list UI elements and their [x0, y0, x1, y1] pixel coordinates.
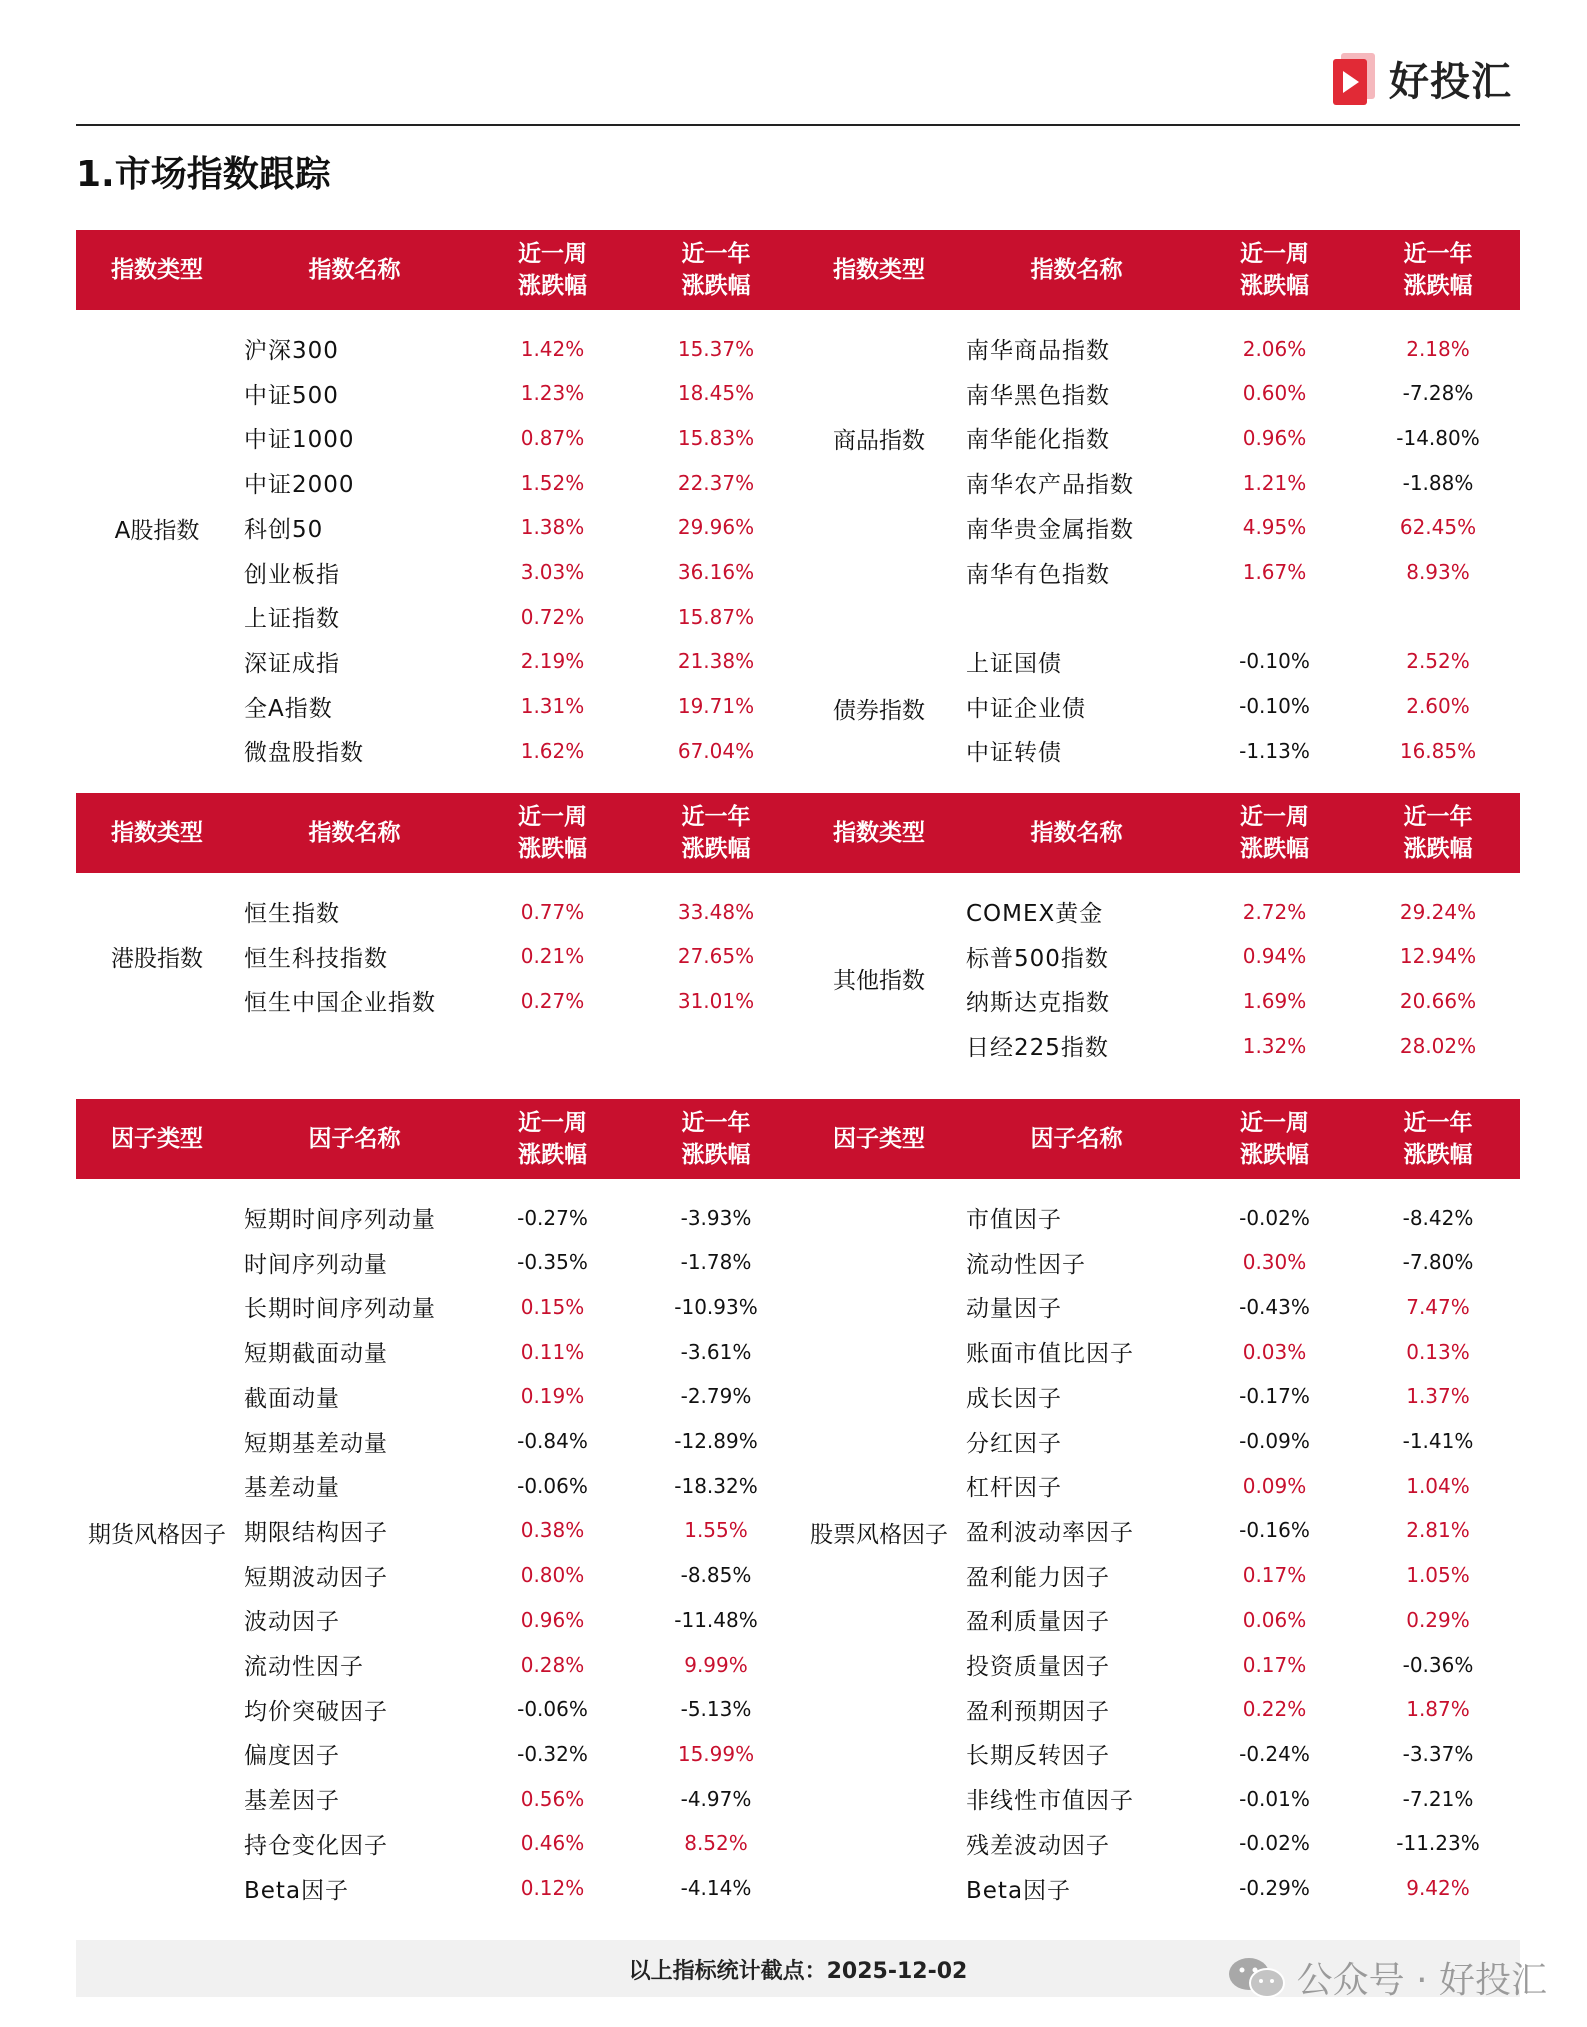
table-row — [798, 1419, 1520, 1464]
row-name: 日经225指数 — [966, 1035, 1109, 1062]
table-row — [798, 1821, 1520, 1866]
row-week-change: 0.17% — [1242, 1563, 1307, 1588]
row-name: 恒生中国企业指数 — [244, 990, 436, 1017]
table-row — [76, 1419, 798, 1464]
row-year-change: 2.60% — [1406, 694, 1470, 719]
table-row — [76, 639, 798, 684]
header-week-right: 近一周 涨跌幅 — [1240, 241, 1309, 299]
table-row — [76, 1284, 798, 1329]
row-year-change: -7.21% — [1402, 1786, 1474, 1811]
row-week-change: 1.32% — [1242, 1033, 1307, 1058]
table-row — [76, 1731, 798, 1776]
row-year-change: -8.42% — [1402, 1205, 1474, 1230]
table-row — [798, 550, 1520, 595]
table-row — [798, 1023, 1520, 1068]
table-row — [76, 728, 798, 773]
row-year-change: 27.65% — [677, 944, 755, 969]
row-year-change: -18.32% — [674, 1473, 758, 1498]
row-week-change: -0.27% — [517, 1205, 588, 1230]
table-row — [76, 1463, 798, 1508]
table-row — [798, 1776, 1520, 1821]
row-year-change: 15.83% — [677, 425, 755, 450]
row-year-change: -1.78% — [680, 1250, 752, 1275]
row-year-change: 9.42% — [1406, 1876, 1470, 1900]
row-week-change: 0.22% — [1242, 1697, 1307, 1722]
row-week-change: 1.52% — [520, 470, 585, 495]
row-week-change: -1.13% — [1239, 738, 1310, 763]
row-name: 分红因子 — [966, 1430, 1062, 1457]
group-label: A股指数 — [114, 518, 200, 544]
row-week-change: 1.69% — [1242, 988, 1307, 1013]
header-year: 近一年 涨跌幅 — [681, 804, 751, 862]
row-week-change: -0.29% — [1239, 1876, 1310, 1900]
row-week-change: 0.09% — [1242, 1473, 1307, 1498]
header-week: 近一周 涨跌幅 — [518, 241, 587, 299]
header-divider — [76, 124, 1520, 126]
row-year-change: 36.16% — [677, 560, 755, 584]
row-name: 中证1000 — [244, 427, 355, 454]
row-name: 期限结构因子 — [244, 1519, 388, 1546]
row-name: 动量因子 — [966, 1296, 1062, 1323]
row-year-change: -12.89% — [674, 1429, 758, 1453]
row-week-change: -0.01% — [1239, 1786, 1310, 1811]
header-type-right: 因子类型 — [833, 1126, 925, 1152]
row-week-change: 0.06% — [1242, 1607, 1307, 1632]
table-row — [798, 934, 1520, 979]
table-row — [76, 415, 798, 460]
table-row — [798, 1597, 1520, 1642]
row-name: 科创50 — [244, 516, 324, 543]
row-name: 中证企业债 — [966, 695, 1086, 722]
row-week-change: 0.17% — [1242, 1652, 1307, 1677]
row-year-change: 12.94% — [1399, 944, 1477, 969]
row-week-change: 0.46% — [520, 1831, 585, 1856]
row-name: 南华黑色指数 — [966, 382, 1110, 409]
row-name: 微盘股指数 — [244, 740, 364, 767]
table-row — [76, 889, 798, 934]
header-week-right: 近一周 涨跌幅 — [1240, 804, 1309, 862]
row-week-change: -0.02% — [1239, 1205, 1310, 1230]
header-year-right: 近一年 涨跌幅 — [1403, 1110, 1473, 1168]
row-name: 盈利能力因子 — [966, 1564, 1110, 1591]
row-name: 标普500指数 — [966, 945, 1109, 972]
table-row — [76, 1866, 798, 1911]
row-name: 流动性因子 — [244, 1654, 364, 1680]
row-week-change: -0.24% — [1239, 1741, 1310, 1766]
table-header — [76, 793, 1520, 873]
row-week-change: -0.32% — [517, 1741, 588, 1766]
row-week-change: 0.60% — [1242, 381, 1307, 406]
row-week-change: 1.21% — [1242, 470, 1307, 495]
table-row — [76, 978, 798, 1023]
table-row — [798, 1284, 1520, 1329]
row-year-change: -3.93% — [680, 1205, 752, 1230]
row-year-change: -10.93% — [674, 1294, 758, 1319]
row-year-change: 15.37% — [677, 336, 755, 361]
row-year-change: 33.48% — [677, 899, 755, 924]
header-name: 指数名称 — [308, 257, 401, 283]
row-week-change: 0.96% — [520, 1607, 585, 1632]
header-type-right: 指数类型 — [833, 257, 925, 283]
factor-table — [76, 1099, 1520, 1909]
row-name: 创业板指 — [244, 561, 340, 588]
table-row — [76, 326, 798, 371]
page-title: 1.市场指数跟踪 — [76, 154, 331, 195]
footer-note: 以上指标统计截点：2025-12-02 — [628, 1959, 968, 1984]
header-type: 因子类型 — [111, 1126, 203, 1152]
row-week-change: 2.72% — [1242, 899, 1307, 924]
row-year-change: 2.52% — [1406, 649, 1470, 674]
row-name: 南华贵金属指数 — [966, 516, 1134, 543]
row-week-change: -0.43% — [1239, 1294, 1310, 1319]
row-week-change: 1.38% — [520, 515, 585, 540]
row-name: 偏度因子 — [244, 1743, 340, 1770]
row-year-change: 8.52% — [684, 1831, 748, 1856]
table-row — [798, 684, 1520, 729]
row-name: 波动因子 — [244, 1609, 340, 1636]
row-year-change: 7.47% — [1406, 1294, 1470, 1319]
row-name: 上证国债 — [966, 650, 1062, 677]
header-name: 因子名称 — [308, 1126, 401, 1152]
row-week-change: 1.31% — [520, 694, 585, 719]
row-name: 账面市值比因子 — [966, 1341, 1134, 1368]
table-row — [76, 594, 798, 639]
row-year-change: -3.37% — [1402, 1741, 1474, 1766]
header-week: 近一周 涨跌幅 — [518, 1110, 587, 1168]
header-name-right: 因子名称 — [1030, 1126, 1123, 1152]
table-row — [76, 1687, 798, 1732]
index-table-2 — [76, 793, 1520, 1073]
row-week-change: 2.19% — [520, 649, 585, 674]
row-name: 长期时间序列动量 — [244, 1296, 436, 1323]
table-row — [798, 1463, 1520, 1508]
row-year-change: 31.01% — [677, 988, 755, 1013]
row-name: 截面动量 — [244, 1385, 340, 1412]
row-week-change: -0.84% — [517, 1429, 588, 1453]
row-name: COMEX黄金 — [966, 901, 1104, 927]
row-name: Beta因子 — [244, 1877, 350, 1904]
group-label: 商品指数 — [833, 428, 925, 454]
row-year-change: -4.97% — [680, 1786, 752, 1811]
row-name: 南华有色指数 — [966, 561, 1110, 588]
table-row — [798, 1866, 1520, 1911]
row-week-change: 0.94% — [1242, 944, 1307, 969]
row-week-change: -0.02% — [1239, 1831, 1310, 1856]
row-name: 盈利波动率因子 — [966, 1519, 1134, 1546]
row-name: 残差波动因子 — [966, 1832, 1110, 1859]
brand-name: 好投汇 — [1389, 58, 1512, 105]
row-name: 流动性因子 — [966, 1251, 1086, 1278]
table-row — [798, 1731, 1520, 1776]
table-row — [798, 1553, 1520, 1598]
row-year-change: 1.37% — [1406, 1384, 1470, 1409]
header-week-right: 近一周 涨跌幅 — [1240, 1110, 1309, 1168]
table-header — [76, 230, 1520, 310]
row-week-change: 0.56% — [520, 1786, 585, 1811]
row-week-change: 0.15% — [520, 1294, 585, 1319]
row-year-change: 1.87% — [1406, 1697, 1470, 1722]
row-name: 恒生指数 — [244, 901, 340, 927]
table-row — [76, 460, 798, 505]
row-week-change: 0.27% — [520, 988, 585, 1013]
row-name: 深证成指 — [244, 650, 340, 677]
row-year-change: 29.24% — [1399, 899, 1477, 924]
row-year-change: 15.99% — [677, 1741, 755, 1766]
row-name: 基差因子 — [244, 1788, 340, 1815]
row-year-change: -1.41% — [1402, 1429, 1474, 1453]
table-row — [798, 505, 1520, 550]
row-name: 成长因子 — [966, 1385, 1062, 1412]
row-name: 盈利质量因子 — [966, 1609, 1110, 1636]
row-name: 盈利预期因子 — [966, 1698, 1110, 1725]
table-row — [798, 1508, 1520, 1553]
header-year: 近一年 涨跌幅 — [681, 1110, 751, 1168]
table-row — [798, 1240, 1520, 1285]
table-row — [76, 1329, 798, 1374]
row-week-change: 1.42% — [520, 336, 585, 361]
table-row — [798, 1642, 1520, 1687]
row-week-change: 0.28% — [520, 1652, 585, 1677]
table-row — [76, 550, 798, 595]
row-week-change: 2.06% — [1242, 336, 1307, 361]
row-week-change: 0.96% — [1242, 425, 1307, 450]
row-week-change: 4.95% — [1242, 515, 1307, 540]
table-row — [798, 1687, 1520, 1732]
row-year-change: -11.23% — [1396, 1831, 1480, 1856]
row-year-change: -4.14% — [680, 1876, 752, 1900]
table-row — [76, 1597, 798, 1642]
row-name: 纳斯达克指数 — [966, 990, 1110, 1017]
watermark-text: 公众号 · 好投汇 — [1296, 1960, 1547, 2001]
header-type-right: 指数类型 — [833, 820, 925, 846]
row-year-change: -7.80% — [1402, 1250, 1474, 1275]
row-name: 中证转债 — [966, 740, 1062, 767]
row-year-change: 1.04% — [1406, 1473, 1470, 1498]
row-week-change: 1.62% — [520, 738, 585, 763]
row-year-change: 1.55% — [684, 1518, 748, 1543]
row-year-change: 2.81% — [1406, 1518, 1470, 1543]
row-year-change: -0.36% — [1402, 1652, 1474, 1677]
row-year-change: -11.48% — [674, 1607, 758, 1632]
row-year-change: 15.87% — [677, 604, 755, 629]
row-name: 短期时间序列动量 — [244, 1207, 436, 1233]
row-week-change: -0.06% — [517, 1473, 588, 1498]
row-year-change: 67.04% — [677, 738, 755, 763]
group-label: 债券指数 — [833, 698, 925, 724]
table-row — [76, 1374, 798, 1419]
table-row — [798, 639, 1520, 684]
header-name: 指数名称 — [308, 820, 401, 846]
table-row — [76, 934, 798, 979]
table-row — [76, 1195, 798, 1240]
row-week-change: 1.67% — [1242, 560, 1307, 584]
row-name: 南华农产品指数 — [966, 472, 1134, 499]
table-row — [798, 460, 1520, 505]
header-year: 近一年 涨跌幅 — [681, 241, 751, 299]
table-row — [798, 371, 1520, 416]
table-row — [798, 1329, 1520, 1374]
row-year-change: 16.85% — [1399, 738, 1477, 763]
header-year-right: 近一年 涨跌幅 — [1403, 804, 1473, 862]
row-year-change: 0.13% — [1406, 1339, 1470, 1364]
row-week-change: -0.16% — [1239, 1518, 1310, 1543]
row-name: 杠杆因子 — [966, 1475, 1062, 1502]
row-year-change: -14.80% — [1396, 425, 1480, 450]
row-name: 持仓变化因子 — [244, 1832, 388, 1859]
row-year-change: 62.45% — [1399, 515, 1477, 540]
row-year-change: -1.88% — [1402, 470, 1474, 495]
row-week-change: 0.11% — [520, 1339, 585, 1364]
row-week-change: -0.06% — [517, 1697, 588, 1722]
row-year-change: 2.18% — [1406, 336, 1470, 361]
table-row — [798, 978, 1520, 1023]
row-week-change: -0.09% — [1239, 1429, 1310, 1453]
header-week: 近一周 涨跌幅 — [518, 804, 587, 862]
row-name: 中证2000 — [244, 472, 355, 499]
table-row — [76, 1240, 798, 1285]
row-year-change: -3.61% — [680, 1339, 752, 1364]
table-row — [76, 684, 798, 729]
table-row — [798, 728, 1520, 773]
row-name: 长期反转因子 — [966, 1743, 1110, 1770]
table-row — [76, 1776, 798, 1821]
row-week-change: 1.23% — [520, 381, 585, 406]
row-name: 中证500 — [244, 382, 339, 409]
group-label: 期货风格因子 — [88, 1522, 226, 1548]
row-week-change: 0.30% — [1242, 1250, 1307, 1275]
header-name-right: 指数名称 — [1030, 257, 1123, 283]
brand-logo-icon — [1329, 49, 1379, 107]
row-year-change: -5.13% — [680, 1697, 752, 1722]
row-year-change: -2.79% — [680, 1384, 752, 1409]
row-name: 南华能化指数 — [966, 427, 1110, 454]
row-week-change: 0.19% — [520, 1384, 585, 1409]
row-name: 全A指数 — [244, 695, 333, 722]
row-week-change: 0.72% — [520, 604, 585, 629]
row-week-change: 3.03% — [520, 560, 585, 584]
brand — [1329, 46, 1512, 110]
row-name: 均价突破因子 — [244, 1698, 388, 1725]
table-row — [76, 371, 798, 416]
row-name: 短期截面动量 — [244, 1341, 388, 1368]
row-year-change: 29.96% — [677, 515, 755, 540]
row-name: 投资质量因子 — [966, 1654, 1110, 1680]
row-year-change: 28.02% — [1399, 1033, 1477, 1058]
table-row — [76, 1642, 798, 1687]
row-week-change: 0.87% — [520, 425, 585, 450]
row-name: 南华商品指数 — [966, 338, 1110, 364]
wechat-icon — [1227, 1955, 1287, 2001]
row-name: 时间序列动量 — [244, 1251, 388, 1278]
table-header — [76, 1099, 1520, 1179]
row-year-change: 9.99% — [684, 1652, 748, 1677]
row-name: 上证指数 — [244, 606, 340, 633]
row-name: 沪深300 — [244, 338, 339, 364]
row-year-change: 22.37% — [677, 470, 755, 495]
row-year-change: 18.45% — [677, 381, 755, 406]
row-week-change: -0.17% — [1239, 1384, 1310, 1409]
group-label: 港股指数 — [111, 946, 203, 972]
table-row — [798, 889, 1520, 934]
table-row — [76, 1821, 798, 1866]
row-week-change: 0.12% — [520, 1876, 585, 1900]
row-name: 基差动量 — [244, 1475, 340, 1502]
row-week-change: 0.80% — [520, 1563, 585, 1588]
row-week-change: 0.21% — [520, 944, 585, 969]
watermark — [1227, 1952, 1547, 2003]
index-table-1 — [76, 230, 1520, 767]
table-row — [798, 326, 1520, 371]
row-year-change: 20.66% — [1399, 988, 1477, 1013]
row-year-change: 19.71% — [677, 694, 755, 719]
row-name: 恒生科技指数 — [244, 945, 388, 972]
table-row — [76, 1508, 798, 1553]
row-name: Beta因子 — [966, 1877, 1072, 1904]
row-week-change: -0.10% — [1239, 649, 1310, 674]
table-row — [798, 1195, 1520, 1240]
row-name: 非线性市值因子 — [966, 1788, 1134, 1815]
table-row — [76, 1553, 798, 1598]
group-label: 股票风格因子 — [810, 1522, 948, 1548]
group-label: 其他指数 — [833, 968, 925, 994]
row-year-change: -7.28% — [1402, 381, 1474, 406]
row-week-change: 0.77% — [520, 899, 585, 924]
row-year-change: -8.85% — [680, 1563, 752, 1588]
row-week-change: -0.10% — [1239, 694, 1310, 719]
row-year-change: 0.29% — [1406, 1607, 1470, 1632]
header-year-right: 近一年 涨跌幅 — [1403, 241, 1473, 299]
table-row — [798, 1374, 1520, 1419]
row-name: 短期波动因子 — [244, 1564, 388, 1591]
header-type: 指数类型 — [111, 820, 203, 846]
header-type: 指数类型 — [111, 257, 203, 283]
row-year-change: 8.93% — [1406, 560, 1470, 584]
table-row — [798, 415, 1520, 460]
row-week-change: -0.35% — [517, 1250, 588, 1275]
row-week-change: 0.38% — [520, 1518, 585, 1543]
row-year-change: 21.38% — [677, 649, 755, 674]
row-week-change: 0.03% — [1242, 1339, 1307, 1364]
row-name: 短期基差动量 — [244, 1430, 388, 1457]
row-name: 市值因子 — [966, 1207, 1062, 1233]
row-year-change: 1.05% — [1406, 1563, 1470, 1588]
table-row — [76, 505, 798, 550]
header-name-right: 指数名称 — [1030, 820, 1123, 846]
